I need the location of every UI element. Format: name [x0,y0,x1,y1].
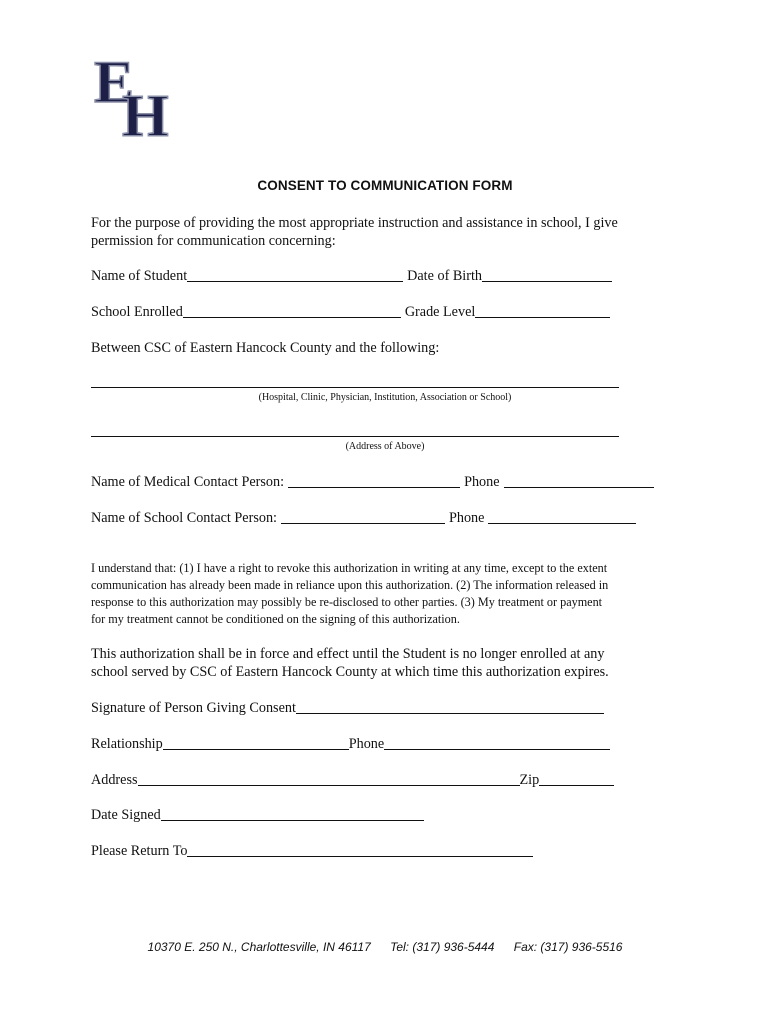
relationship-field[interactable] [163,736,349,750]
address-caption: (Address of Above) [345,441,425,452]
return-to-label: Please Return To [91,843,188,859]
school-phone-field[interactable] [488,510,636,524]
grade-level-field[interactable] [475,304,610,318]
school-logo [92,50,184,138]
hospital-caption: (Hospital, Clinic, Physician, Institution, Association or School) [258,392,512,403]
medical-phone-label: Phone [464,474,500,490]
school-contact-row [91,509,636,527]
terms-line-4: for my treatment cannot be conditioned on the signing of this authorization. [91,612,460,626]
authorization-line-2: school served by CSC of Eastern Hancock County at which time this authorization expires. [91,664,609,680]
terms-line-3: response to this authorization may possibly be re-disclosed to other parties. (3) My treatment or payment [91,595,603,609]
signature-field[interactable] [296,700,604,714]
zip-label: Zip [519,772,540,788]
signature-row [91,699,604,717]
medical-contact-label: Name of Medical Contact Person: [91,474,285,490]
return-to-row [91,842,533,860]
signature-label: Signature of Person Giving Consent [91,700,296,716]
address-field[interactable] [138,772,520,786]
student-name-label: Name of Student [91,268,188,284]
zip-field[interactable] [539,772,614,786]
address-of-above-field[interactable] [91,436,619,437]
date-signed-field[interactable] [161,807,424,821]
date-signed-label: Date Signed [91,807,161,823]
medical-contact-field[interactable] [288,474,460,488]
address-row [91,771,614,789]
between-text: Between CSC of Eastern Hancock County and the following: [91,340,440,356]
school-phone-label: Phone [448,510,485,526]
logo-letter-h [122,83,169,138]
address-label: Address [91,772,138,788]
consent-phone-field[interactable] [384,736,610,750]
footer-address: 10370 E. 250 N., Charlottesville, IN 46117 [147,940,371,954]
consent-phone-label: Phone [348,736,385,752]
relationship-label: Relationship [91,736,163,752]
grade-level-label: Grade Level [404,304,476,320]
intro-line-1: For the purpose of providing the most appropriate instruction and assistance in school, I give [91,215,618,231]
student-row [91,267,612,285]
form-title: CONSENT TO COMMUNICATION FORM [257,178,513,193]
footer-tel: Tel: (317) 936-5444 [390,940,495,954]
footer-fax: Fax: (317) 936-5516 [513,940,623,954]
date-of-birth-label: Date of Birth [407,268,482,284]
authorization-line-1: This authorization shall be in force and effect until the Student is no longer enrolled at any [91,646,605,662]
school-row [91,303,610,321]
svg-text:E: E [94,50,135,115]
hospital-field[interactable] [91,387,619,388]
date-of-birth-field[interactable] [482,268,612,282]
student-name-field[interactable] [187,268,403,282]
intro-line-2: permission for communication concerning: [91,233,336,249]
medical-contact-row [91,473,654,491]
medical-phone-field[interactable] [504,474,654,488]
date-signed-row [91,806,424,824]
footer [0,940,770,954]
svg-text:H: H [122,83,169,138]
school-contact-field[interactable] [281,510,445,524]
school-enrolled-label: School Enrolled [91,304,183,320]
relationship-row [91,735,610,753]
school-enrolled-field[interactable] [183,304,401,318]
terms-line-2: communication has already been made in reliance upon this authorization. (2) The information released in [91,578,609,592]
terms-line-1: I understand that: (1) I have a right to revoke this authorization in writing at any time, except to the extent [91,561,608,575]
return-to-field[interactable] [187,843,533,857]
school-contact-label: Name of School Contact Person: [91,510,277,526]
